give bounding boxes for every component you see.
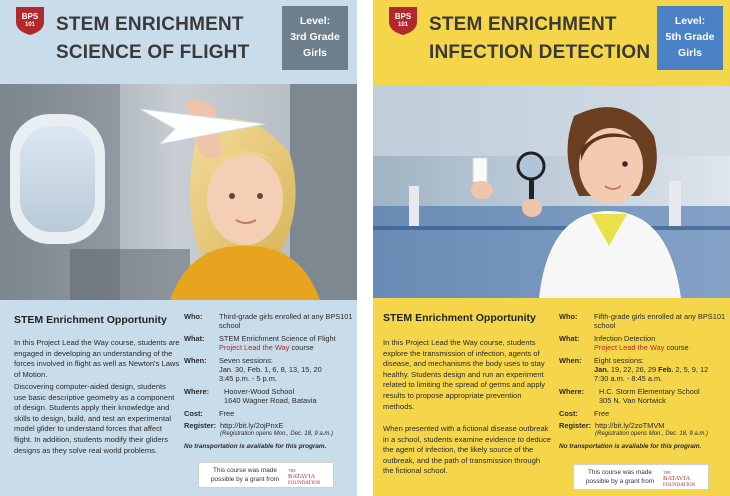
where-value bbox=[599, 387, 730, 406]
when-row bbox=[559, 356, 730, 384]
where-address: 305 N. Van Nortwick bbox=[599, 396, 666, 406]
where-school: Hoover-Wood School bbox=[224, 386, 295, 396]
cost-value: Free bbox=[219, 408, 235, 418]
where-row bbox=[184, 387, 356, 406]
what-line-2 bbox=[594, 343, 730, 352]
when-time: 3:45 p.m. - 5 p.m. bbox=[219, 374, 277, 384]
pltw-link-text: Project Lead the Way bbox=[219, 343, 290, 353]
when-dates: Jan. 30, Feb. 1, 6, 8, 13, 15, 20 bbox=[219, 365, 322, 375]
cost-value: Free bbox=[594, 408, 610, 418]
when-month-jan: Jan. bbox=[594, 365, 609, 375]
title-line-2: INFECTION DETECTION bbox=[429, 42, 651, 63]
where-address: 1640 Wagner Road, Batavia bbox=[224, 396, 317, 406]
foundation-name: BATAVIA bbox=[288, 473, 316, 480]
register-label: Register: bbox=[184, 421, 217, 431]
who-row bbox=[184, 312, 356, 331]
where-school: H.C. Storm Elementary School bbox=[599, 386, 700, 396]
level-badge bbox=[657, 6, 723, 70]
level-grade: 5th Grade bbox=[665, 31, 715, 43]
what-label: What: bbox=[559, 333, 580, 343]
flyer-header bbox=[0, 0, 357, 82]
no-transport-note: No transportation is available for this program. bbox=[184, 442, 327, 450]
cost-row bbox=[184, 409, 356, 418]
description-paragraph-1: In this Project Lead the Way course, students explore the transmission of infection, agents of disease, and mechanisms the body uses to stay healthy. Students design and run an experiment related to limiting the spread of germs and apply results to propose appropriate prevention methods. bbox=[383, 338, 546, 411]
where-label: Where: bbox=[559, 386, 585, 396]
what-line-1: STEM Enrichment Science of Flight bbox=[219, 333, 336, 343]
when-month-feb: Feb. bbox=[658, 365, 674, 375]
when-label: When: bbox=[559, 355, 582, 365]
when-dates bbox=[594, 365, 730, 374]
flyer-header bbox=[373, 0, 730, 82]
pltw-link-text: Project Lead the Way bbox=[594, 343, 665, 353]
register-value bbox=[595, 421, 730, 440]
grant-box bbox=[198, 462, 334, 488]
when-label: When: bbox=[184, 355, 207, 365]
level-grade: 3rd Grade bbox=[290, 31, 340, 43]
grant-box bbox=[573, 464, 709, 490]
cost-label: Cost: bbox=[184, 408, 203, 418]
level-label: Level: bbox=[299, 15, 331, 27]
where-label: Where: bbox=[184, 386, 210, 396]
what-line-2 bbox=[219, 343, 356, 352]
level-label: Level: bbox=[674, 15, 706, 27]
register-note: (Registration opens Mon., Dec. 18, 9 a.m.) bbox=[220, 431, 334, 438]
when-time: 7:30 a.m. - 8:45 a.m. bbox=[594, 374, 663, 384]
who-label: Who: bbox=[559, 312, 578, 321]
where-row bbox=[559, 387, 730, 406]
no-transport-note: No transportation is available for this program. bbox=[559, 442, 702, 450]
register-value bbox=[220, 421, 356, 440]
girl-with-paper-airplane-image bbox=[0, 84, 357, 300]
level-group: Girls bbox=[303, 47, 327, 59]
what-line-1: Infection Detection bbox=[594, 333, 656, 343]
register-row bbox=[559, 421, 730, 440]
register-label: Register: bbox=[559, 421, 592, 431]
logo-text-top: BPS bbox=[394, 12, 412, 21]
bps101-logo bbox=[387, 4, 419, 36]
title-line-1: STEM ENRICHMENT bbox=[56, 14, 244, 35]
title-line-1: STEM ENRICHMENT bbox=[429, 14, 617, 35]
description-paragraph-1: In this Project Lead the Way course, students are engaged in developing an understanding of the forces involved in flight as well as Newton's Laws of Motion. bbox=[14, 338, 180, 379]
logo-text-top: BPS bbox=[21, 12, 39, 21]
grant-text: This course was made possible by a grant from bbox=[585, 469, 655, 485]
when-sessions: Eight sessions: bbox=[594, 355, 644, 365]
when-days-feb: 2, 5, 9, 12 bbox=[673, 365, 709, 375]
what-course: course bbox=[664, 343, 689, 353]
cost-row bbox=[559, 409, 730, 418]
who-row bbox=[559, 312, 730, 331]
cost-label: Cost: bbox=[559, 408, 578, 418]
logo-text-bottom: 101 bbox=[24, 22, 35, 28]
who-value: Third-grade girls enrolled at any BPS101 school bbox=[219, 312, 353, 331]
girl-with-magnifying-glass-image bbox=[373, 86, 730, 298]
what-value bbox=[594, 334, 730, 353]
when-days-jan: 19, 22, 26, 29 bbox=[608, 365, 659, 375]
course-details bbox=[559, 312, 730, 450]
foundation-the: THE bbox=[663, 470, 671, 475]
when-row bbox=[184, 356, 356, 384]
foundation-the: THE bbox=[288, 468, 296, 473]
info-section bbox=[373, 300, 730, 496]
logo-text-bottom: 101 bbox=[397, 22, 408, 28]
foundation-word: FOUNDATION bbox=[663, 483, 696, 488]
description-paragraph-2: When presented with a fictional disease outbreak in a school, students examine evidence to deduce the agent of infection, the likely source of the outbreak, and the path of transmission through the fictional school. bbox=[383, 424, 552, 476]
when-value bbox=[219, 356, 356, 384]
foundation-word: FOUNDATION bbox=[288, 481, 321, 486]
when-value bbox=[594, 356, 730, 384]
opportunity-title: STEM Enrichment Opportunity bbox=[14, 314, 167, 326]
where-value bbox=[224, 387, 356, 406]
flyer-science-of-flight bbox=[0, 0, 357, 496]
what-value bbox=[219, 334, 356, 353]
title-line-2: SCIENCE OF FLIGHT bbox=[56, 42, 250, 63]
bps101-logo bbox=[14, 4, 46, 36]
grant-text: This course was made possible by a grant from bbox=[210, 467, 280, 483]
flyer-infection-detection bbox=[373, 0, 730, 496]
when-sessions: Seven sessions: bbox=[219, 355, 273, 365]
what-row bbox=[559, 334, 730, 353]
register-row bbox=[184, 421, 356, 440]
level-badge bbox=[282, 6, 348, 70]
batavia-foundation-logo bbox=[286, 466, 330, 486]
description-paragraph-2: Discovering computer-aided design, students use basic descriptive geometry as a component of design. Students apply their knowledge and skills to design, build, and test an experimental model glider to understand forces that affect flight. In addition, students modify their gliders designs as they solve real world problems. bbox=[14, 382, 175, 455]
register-link[interactable]: http://bit.ly/2ojPnxE bbox=[220, 421, 284, 431]
who-value: Fifth-grade girls enrolled at any BPS101 school bbox=[594, 312, 726, 331]
batavia-foundation-logo bbox=[661, 468, 705, 488]
what-label: What: bbox=[184, 333, 205, 343]
opportunity-title: STEM Enrichment Opportunity bbox=[383, 312, 536, 324]
level-group: Girls bbox=[678, 47, 702, 59]
what-course: course bbox=[289, 343, 314, 353]
who-label: Who: bbox=[184, 312, 203, 321]
register-note: (Registration opens Mon., Dec. 18, 9 a.m.) bbox=[595, 431, 709, 438]
course-details bbox=[184, 312, 356, 450]
register-link[interactable]: http://bit.ly/2zoTMVM bbox=[595, 421, 665, 431]
what-row bbox=[184, 334, 356, 353]
foundation-name: BATAVIA bbox=[663, 475, 691, 482]
info-section bbox=[0, 300, 357, 496]
